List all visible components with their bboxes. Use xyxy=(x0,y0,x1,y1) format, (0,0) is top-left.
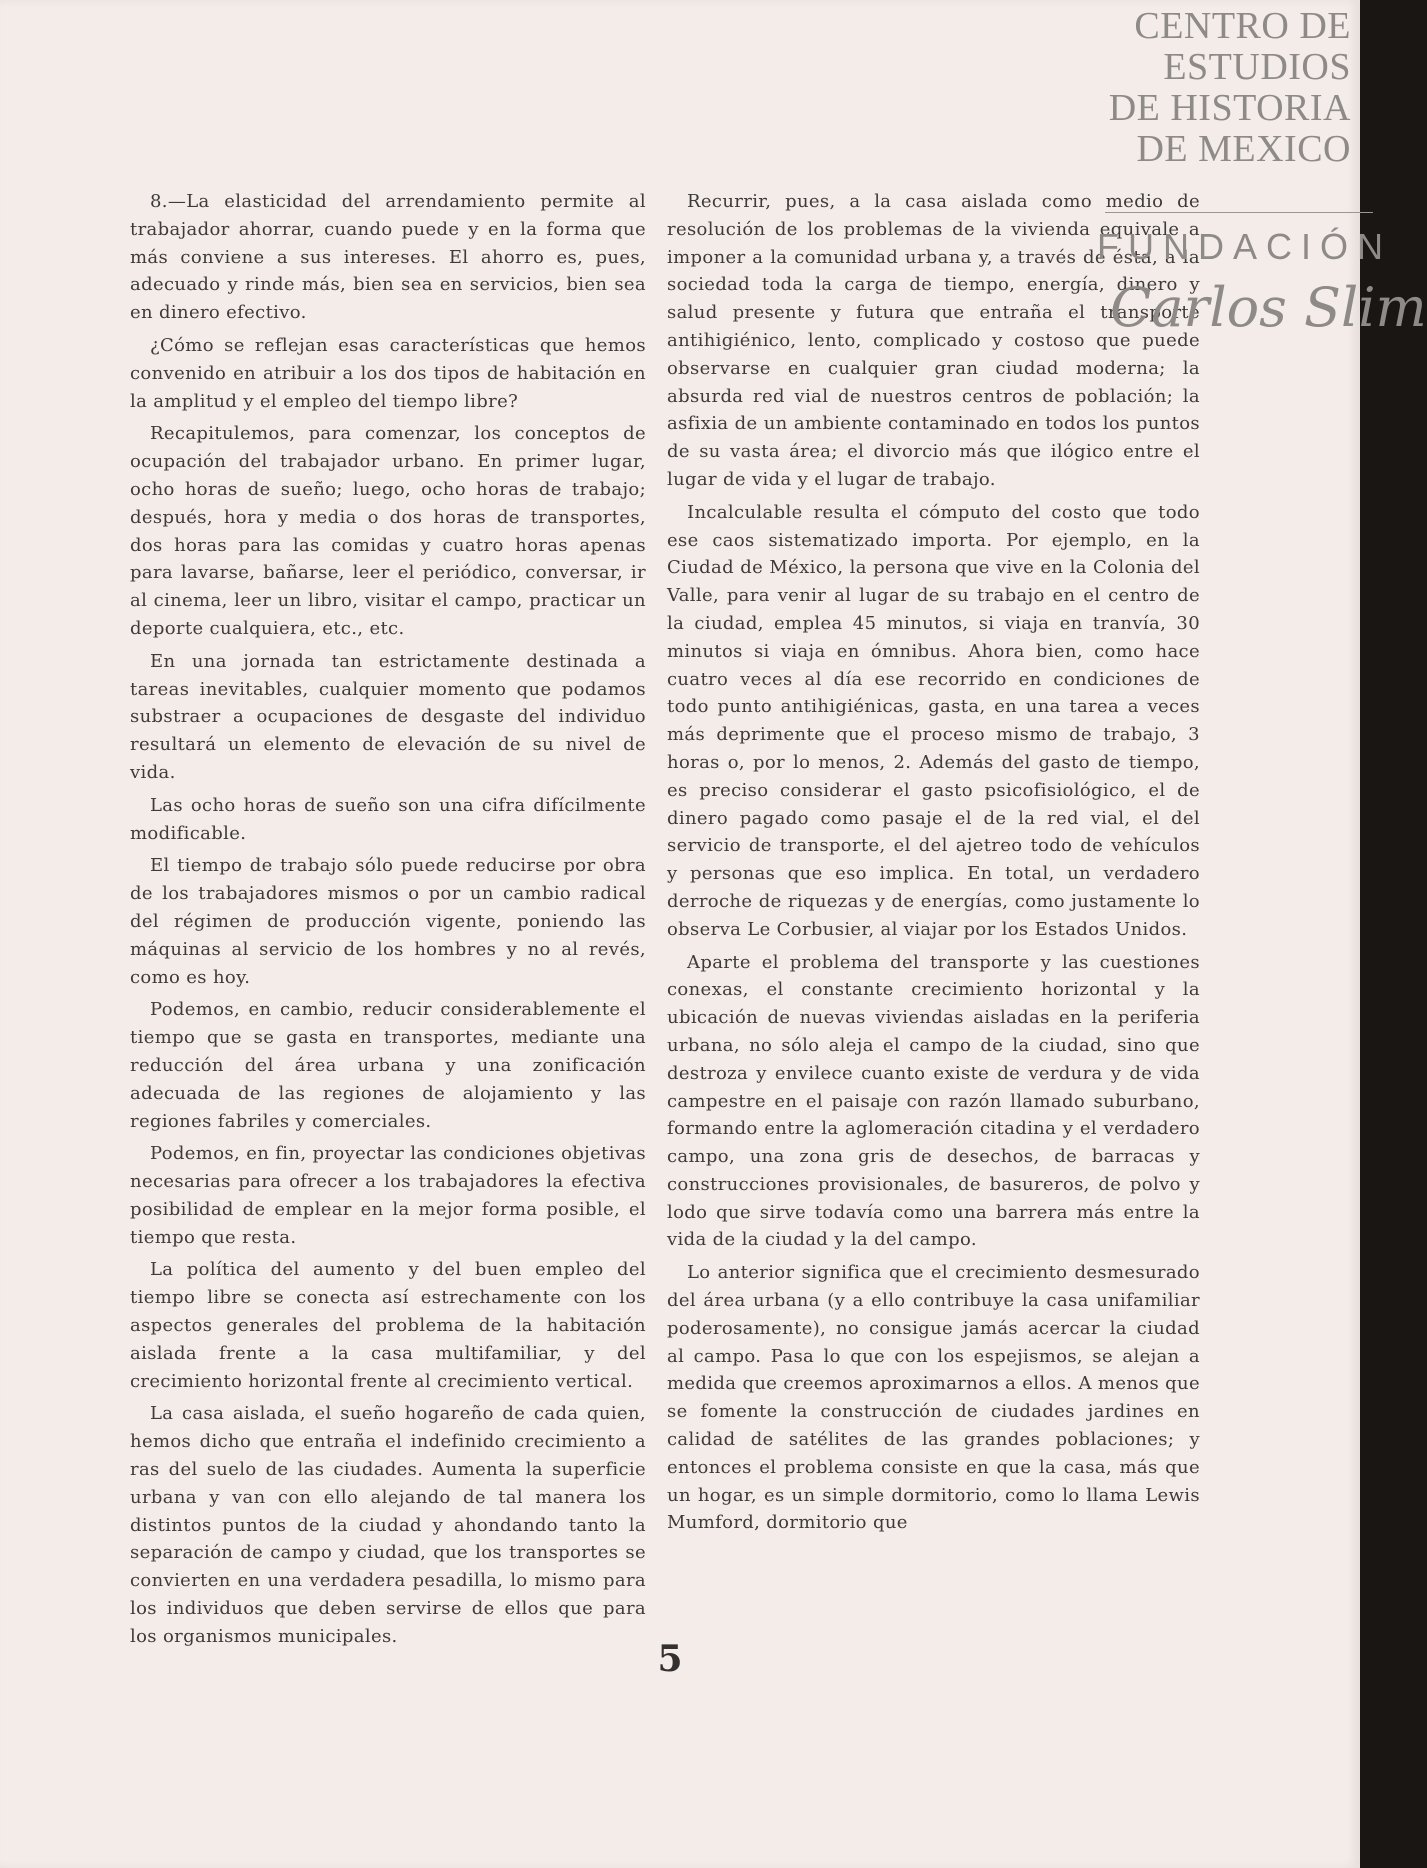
left-text-column xyxy=(130,188,646,1656)
paragraph: Podemos, en fin, proyectar las condiciones objetivas necesarias para ofrecer a los trabajadores la efectiva posibilidad de emplear en la mejor forma posible, el tiempo que resta. xyxy=(130,1143,646,1248)
watermark-line: ESTUDIOS xyxy=(1163,46,1351,88)
paragraph: En una jornada tan estrictamente destinada a tareas inevitables, cualquier momento que podamos substraer a ocupaciones de desgaste del individuo resultará un elemento de elevación de su nivel de vida. xyxy=(130,650,646,783)
watermark-line: CENTRO DE xyxy=(1134,5,1351,47)
paragraph: 8.—La elasticidad del arrendamiento permite al trabajador ahorrar, cuando puede y en la forma que más conviene a sus intereses. El ahorro es, pues, adecuado y rinde más, bien sea en servicios, bien sea en dinero efectivo. xyxy=(130,191,646,324)
paragraph: La casa aislada, el sueño hogareño de cada quien, hemos dicho que entraña el indefinido crecimiento a ras del suelo de las ciudades. Aumenta la superficie urbana y van con ello alejando de tal manera los distintos puntos de la ciudad y ahondando tanto la separación de campo y ciudad, que los transportes se convierten en una verdadera pesadilla, lo mismo para los individuos que deben servirse de ellos que para los organismos municipales. xyxy=(130,1403,646,1647)
paragraph: Lo anterior significa que el crecimiento desmesurado del área urbana (y a ello contribuye la casa unifamiliar poderosamente), no consigue jamás acercar la ciudad al campo. Pasa lo que con los espejismos, se alejan a medida que creemos aproximarnos a ellos. A menos que se fomente la construcción de ciudades jardines en calidad de satélites de las grandes poblaciones; y entonces el problema consiste en que la casa, más que un hogar, es un simple dormitorio, como lo llama Lewis Mumford, dormitorio que xyxy=(667,1262,1200,1534)
paragraph: Recurrir, pues, a la casa aislada como medio de resolución de los problemas de la vivienda equivale a imponer a la comunidad urbana y, a través de ésta, a la sociedad toda la carga de tiempo, energía, dinero y salud presente y futura que entraña el transporte antihigiénico, lento, complicado y costoso que puede observarse en cualquier gran ciudad moderna; la absurda red vial de nuestros centros de población; la asfixia de un ambiente contaminado en todos los puntos de su vasta área; el divorcio más que ilógico entre el lugar de vida y el lugar de trabajo. xyxy=(667,191,1200,490)
paragraph: La política del aumento y del buen empleo del tiempo libre se conecta así estrechamente con los aspectos generales del problema de la habitación aislada frente a la casa multifamiliar, y del crecimiento horizontal frente al crecimiento vertical. xyxy=(130,1259,646,1392)
page-number: 5 xyxy=(657,1638,683,1680)
paragraph: ¿Cómo se reflejan esas características que hemos convenido en atribuir a los dos tipos de habitación en la amplitud y el empleo del tiempo libre? xyxy=(130,334,646,412)
watermark-institution-name xyxy=(1109,6,1351,170)
right-text-column xyxy=(667,188,1200,1542)
paragraph: Recapitulemos, para comenzar, los conceptos de ocupación del trabajador urbano. En primer lugar, ocho horas de sueño; luego, ocho horas de trabajo; después, hora y media o dos horas de transportes, dos horas para las comidas y cuatro horas apenas para lavarse, bañarse, leer el periódico, conversar, ir al cinema, leer un libro, visitar el campo, practicar un deporte cualquiera, etc., etc. xyxy=(130,423,646,639)
watermark-divider xyxy=(1105,212,1373,213)
paragraph: Incalculable resulta el cómputo del costo que todo ese caos sistematizado importa. Por ejemplo, en la Ciudad de México, la persona que vive en la Colonia del Valle, para venir al lugar de su trabajo en el centro de la ciudad, emplea 45 minutos, si viaja en tranvía, 30 minutos si viaja en ómnibus. Ahora bien, como hace cuatro veces al día ese recorrido en condiciones de todo punto antihigiénicas, gasta, en una tarea a veces más deprimente que el proceso mismo de trabajo, 3 horas o, por lo menos, 2. Además del gasto de tiempo, es preciso considerar el gasto psicofisiológico, el de dinero pagado como pasaje el de la red vial, el del servicio de transporte, el del ajetreo todo de vehículos y personas que eso implica. En total, un verdadero derroche de riquezas y de energías, como justamente lo observa Le Corbusier, al viajar por los Estados Unidos. xyxy=(667,501,1200,940)
paragraph: Las ocho horas de sueño son una cifra difícilmente modificable. xyxy=(130,794,646,844)
watermark-foundation: FUNDACIÓN xyxy=(1097,226,1392,267)
paragraph: El tiempo de trabajo sólo puede reducirse por obra de los trabajadores mismos o por un cambio radical del régimen de producción vigente, poniendo las máquinas al servicio de los hombres y no al revés, como es hoy. xyxy=(130,855,646,988)
paragraph: Podemos, en cambio, reducir considerablemente el tiempo que se gasta en transportes, mediante una reducción del área urbana y una zonificación adecuada de las regiones de alojamiento y las regiones fabriles y comerciales. xyxy=(130,999,646,1132)
watermark-line: DE HISTORIA xyxy=(1108,87,1351,129)
watermark-line: DE MEXICO xyxy=(1136,128,1351,170)
paragraph: Aparte el problema del transporte y las cuestiones conexas, el constante crecimiento horizontal y la ubicación de nuevas viviendas aisladas en la periferia urbana, no sólo aleja el campo de la ciudad, sino que destroza y envilece cuanto existe de verdura y de vida campestre en el paisaje con razón llamado suburbano, formando entre la aglomeración citadina y el verdadero campo, una zona gris de desechos, de barracas y construcciones provisionales, de basureros, de polvo y lodo que sirve todavía como una barrera más entre la vida de la ciudad y la del campo. xyxy=(667,951,1200,1251)
watermark-signature: Carlos Slim xyxy=(1110,276,1427,339)
